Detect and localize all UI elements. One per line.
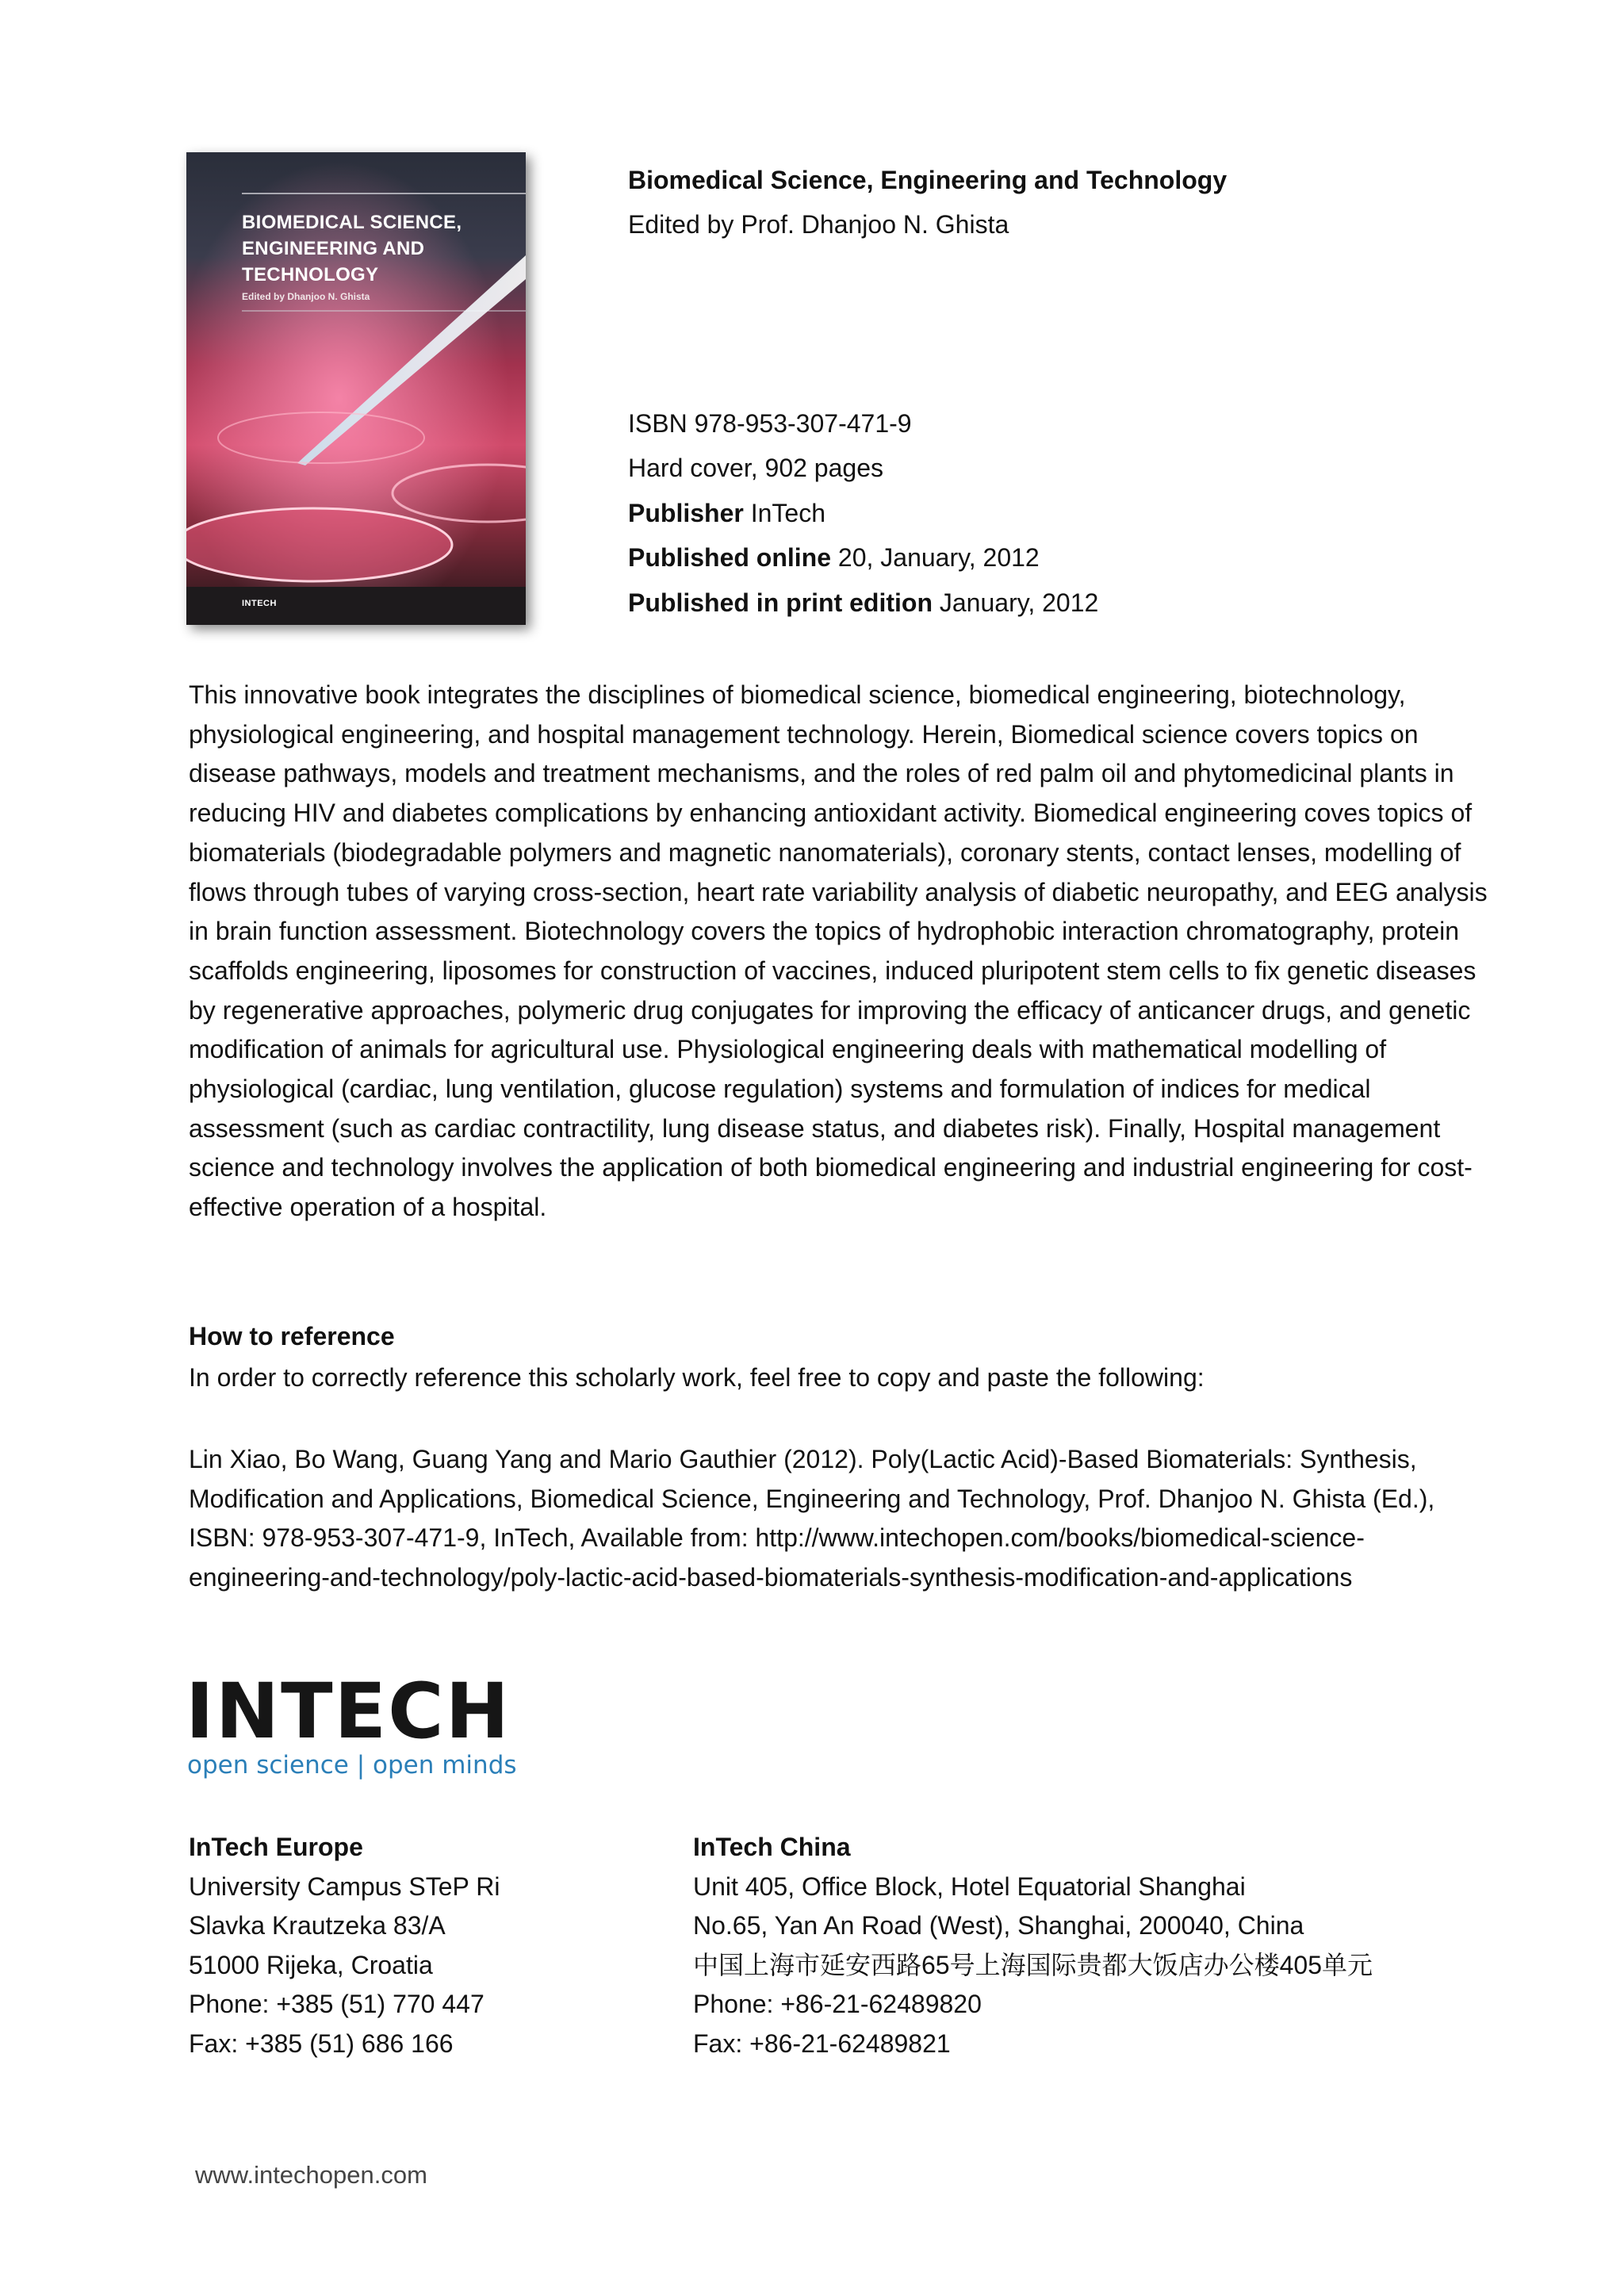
logo-wordmark: INTECH: [186, 1667, 511, 1756]
office-europe-line: Slavka Krautzeka 83/A: [189, 1911, 446, 1940]
office-europe-fax: Fax: +385 (51) 686 166: [189, 2029, 454, 2058]
book-isbn: ISBN 978-953-307-471-9: [628, 409, 912, 438]
office-china-phone: Phone: +86-21-62489820: [693, 1990, 982, 2018]
book-title: Biomedical Science, Engineering and Technology: [628, 166, 1228, 194]
book-publisher: [628, 498, 825, 528]
published-online-value: 20, January, 2012: [837, 543, 1040, 572]
cover-publisher: INTECH: [242, 599, 277, 608]
office-europe-line: University Campus STeP Ri: [189, 1871, 500, 1901]
office-europe-line: 51000 Rijeka, Croatia: [189, 1950, 433, 1979]
published-online-label: Published online: [628, 543, 832, 572]
book-format: Hard cover, 902 pages: [628, 454, 883, 482]
office-china-line: Unit 405, Office Block, Hotel Equatorial Shanghai: [693, 1871, 1246, 1901]
office-china-line: 中国上海市延安西路65号上海国际贵都大饭店办公楼405单元: [693, 1950, 1373, 1979]
published-print-value: January, 2012: [939, 588, 1099, 617]
publisher-label: Publisher: [628, 499, 744, 527]
office-china-fax: Fax: +86-21-62489821: [693, 2029, 951, 2058]
published-print-label: Published in print edition: [628, 588, 933, 617]
how-to-reference-heading: How to reference: [189, 1322, 395, 1350]
office-china-line: No.65, Yan An Road (West), Shanghai, 200040, China: [693, 1911, 1304, 1940]
cover-title: BIOMEDICAL SCIENCE, ENGINEERING AND TECHNOLOGY: [242, 212, 462, 285]
publisher-value: InTech: [750, 499, 825, 527]
office-europe-phone: Phone: +385 (51) 770 447: [189, 1990, 485, 2018]
footer-website-url: www.intechopen.com: [195, 2161, 427, 2189]
intech-logo: [186, 1667, 517, 1791]
reference-citation: Lin Xiao, Bo Wang, Guang Yang and Mario Gauthier (2012). Poly(Lactic Acid)-Based Biomaterials: Synthesis, Modification and Applications, Biomedical Science, Engineering and Technology, Prof. Dhanjoo N. Ghista (Ed.), ISBN: 978-953-307-471-9, InTech, Available from: http://www.intechopen.com/books/biomedical-science-engineering-and-technology/poly-lactic-acid-based-biomaterials-synthesis-modification-and-applications: [189, 1445, 1435, 1592]
office-china: [693, 1828, 1373, 2063]
book-cover-image: [186, 152, 526, 625]
book-published-print: [628, 588, 1098, 618]
office-europe: [189, 1828, 500, 2063]
cover-editor: Edited by Dhanjoo N. Ghista: [242, 291, 370, 302]
book-abstract: This innovative book integrates the disciplines of biomedical science, biomedical engineering, biotechnology, physiological engineering, and hospital management technology. Herein, Biomedical science covers topics on disease pathways, models and treatment mechanisms, and the roles of red palm oil and phytomedicinal plants in reducing HIV and diabetes complications by enhancing antioxidant activity. Biomedical engineering coves topics of biomaterials (biodegradable polymers and magnetic nanomaterials), coronary stents, contact lenses, modelling of flows through tubes of varying cross-section, heart rate variability analysis of diabetic neuropathy, and EEG analysis in brain function assessment. Biotechnology covers the topics of hydrophobic interaction chromatography, protein scaffolds engineering, liposomes for construction of vaccines, induced pluripotent stem cells to fix genetic diseases by regenerative approaches, polymeric drug conjugates for improving the efficacy of anticancer drugs, and genetic modification of animals for agricultural use. Physiological engineering deals with mathematical modelling of physiological (cardiac, lung ventilation, glucose regulation) systems and formulation of indices for medical assessment (such as cardiac contractility, lung disease status, and diabetes risk). Finally, Hospital management science and technology involves the application of both biomedical engineering and industrial engineering for cost-effective operation of a hospital.: [189, 680, 1488, 1222]
how-to-reference-intro: In order to correctly reference this scholarly work, feel free to copy and paste the following:: [189, 1363, 1205, 1392]
book-editor: Edited by Prof. Dhanjoo N. Ghista: [628, 210, 1009, 239]
logo-tagline: open science | open minds: [187, 1751, 517, 1780]
office-europe-name: InTech Europe: [189, 1833, 363, 1861]
office-china-name: InTech China: [693, 1833, 851, 1861]
book-published-online: [628, 542, 1040, 573]
